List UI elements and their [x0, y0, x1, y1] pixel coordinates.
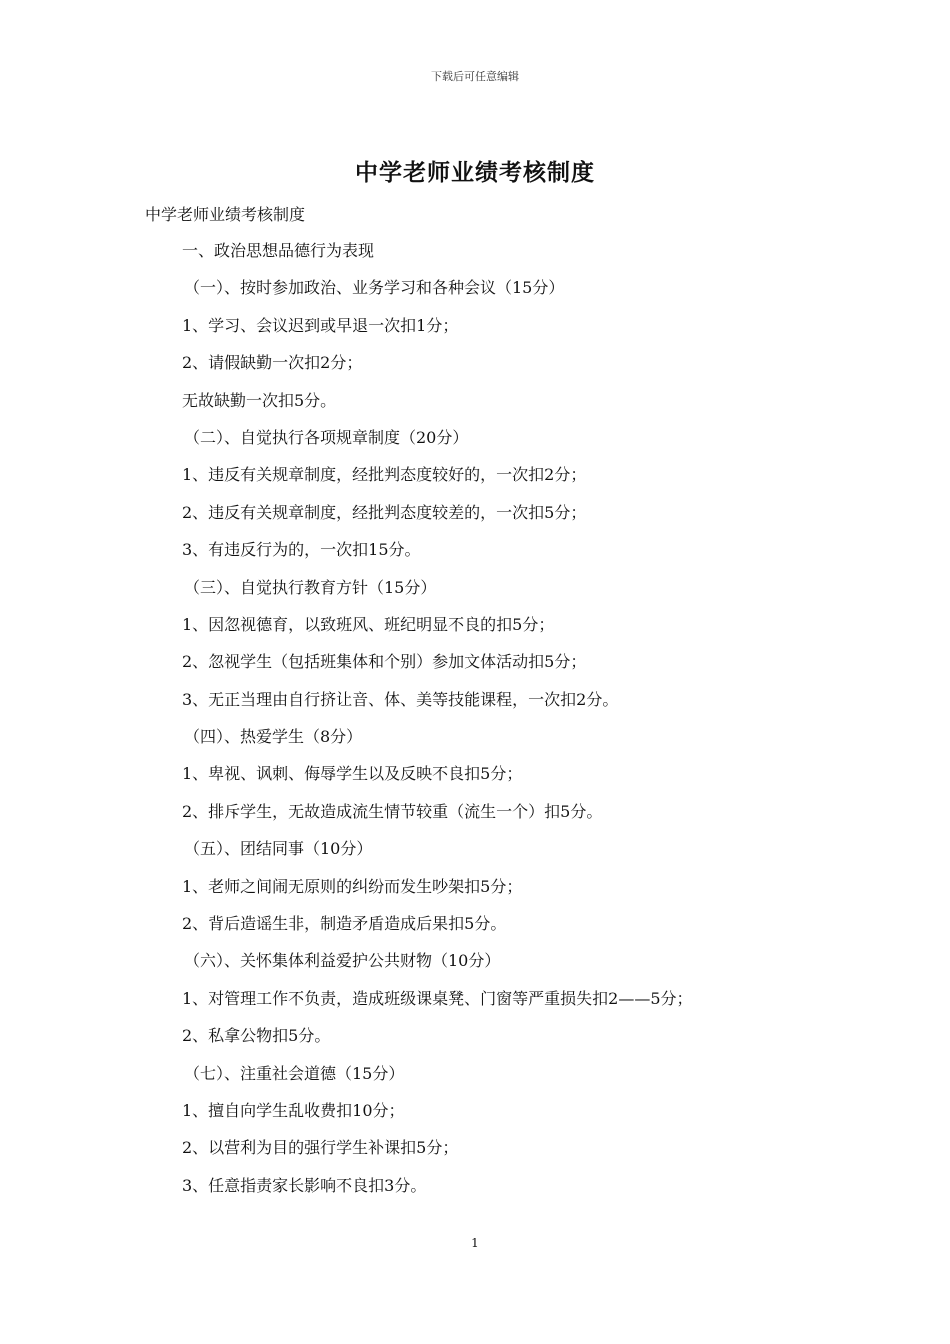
subsection-heading: （三）、自觉执行教育方针（15分） [184, 577, 437, 597]
rule-item: 3、任意指责家长影响不良扣3分。 [182, 1175, 427, 1195]
rule-item: 3、无正当理由自行挤让音、体、美等技能课程，一次扣2分。 [182, 689, 619, 709]
subsection-heading: （一）、按时参加政治、业务学习和各种会议（15分） [184, 278, 565, 298]
subsection-heading: （五）、团结同事（10分） [184, 839, 373, 859]
rule-item: 1、因忽视德育，以致班风、班纪明显不良的扣5分； [182, 614, 555, 634]
rule-item: 3、有违反行为的，一次扣15分。 [182, 540, 421, 560]
rule-item: 2、请假缺勤一次扣2分； [182, 353, 363, 373]
subsection-heading: （二）、自觉执行各项规章制度（20分） [184, 427, 469, 447]
rule-item: 1、对管理工作不负责，造成班级课桌凳、门窗等严重损失扣2——5分； [182, 988, 693, 1008]
document-title: 中学老师业绩考核制度 [355, 159, 595, 186]
rule-item: 无故缺勤一次扣5分。 [182, 390, 337, 410]
document-body [182, 232, 922, 1204]
page-number: 1 [471, 1236, 479, 1250]
rule-item: 2、排斥学生，无故造成流生情节较重（流生一个）扣5分。 [182, 801, 603, 821]
subsection-heading: （六）、关怀集体利益爱护公共财物（10分） [184, 951, 501, 971]
document-subtitle: 中学老师业绩考核制度 [145, 205, 306, 224]
rule-item: 2、背后造谣生非，制造矛盾造成后果扣5分。 [182, 914, 507, 934]
section-heading: 一、政治思想品德行为表现 [182, 241, 375, 260]
subsection-heading: （四）、热爱学生（8分） [184, 727, 363, 747]
rule-item: 1、擅自向学生乱收费扣10分； [182, 1100, 405, 1120]
rule-item: 1、老师之间闹无原则的纠纷而发生吵架扣5分； [182, 876, 523, 896]
rule-item: 2、以营利为目的强行学生补课扣5分； [182, 1138, 459, 1158]
subsection-heading: （七）、注重社会道德（15分） [184, 1063, 405, 1083]
rule-item: 2、违反有关规章制度，经批判态度较差的，一次扣5分； [182, 502, 587, 522]
rule-item: 1、违反有关规章制度，经批判态度较好的，一次扣2分； [182, 465, 587, 485]
page-header: 下载后可任意编辑 [431, 70, 519, 83]
rule-item: 2、私拿公物扣5分。 [182, 1026, 331, 1046]
rule-item: 1、学习、会议迟到或早退一次扣1分； [182, 315, 459, 335]
rule-item: 2、忽视学生（包括班集体和个别）参加文体活动扣5分； [182, 652, 587, 672]
rule-item: 1、卑视、讽刺、侮辱学生以及反映不良扣5分； [182, 764, 523, 784]
